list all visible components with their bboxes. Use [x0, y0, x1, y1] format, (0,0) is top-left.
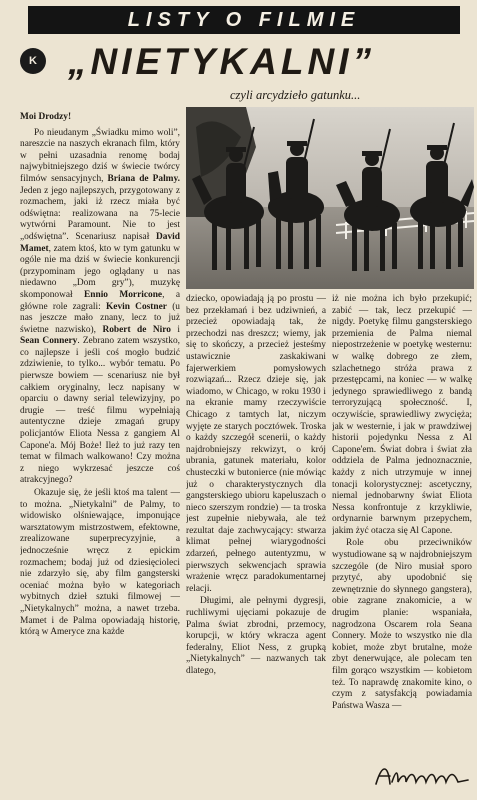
paragraph: Okazuje się, że jeśli ktoś ma talent — to można. „Nietykalni” de Palmy, to widowisko olśniewające, imponujące warsztatowym mistrzostwem, efektowne, zrealizowane superprecyzyjnie, a jednocześnie wręcz z epickim rozmachem; bodaj już od dziesięcioleci nie zdarzyło się, aby film gangsterski oceniać można było w kategoriach wybitnych dzieł sztuki filmowej — „Nietykalnych” można, a nawet trzeba. Mamet i de Palma opowiadają historię, którą w Ameryce zna każde — [20, 488, 180, 638]
article-column-1 — [20, 112, 180, 796]
paragraph: Role obu przeciwników wystudiowane są w najdrobniejszym szczególe (de Niro musiał sporo przytyć, aby upodobnić się zewnętrznie do słynnego gangstera), obie zagrane znakomicie, a w drugim planie: wspaniała, nagrodzona Oscarem rola Seana Connery. Może to wszystko nie dla kobiet, może zbyt brutalne, może zbyt denerwujące, ale polecam ten film gorąco wszystkim — kobietom też. To naprawdę znakomite kino, o czym z satysfakcją powiadamia Państwa Wasza — — [332, 538, 472, 711]
magazine-logo-icon — [20, 48, 46, 74]
handwritten-signature-icon — [372, 760, 472, 794]
paragraph: Długimi, ale pełnymi dygresji, ruchliwymi ujęciami pokazuje de Palma świat zbrodni, przemocy, korupcji, w który wkracza agent federalny, Eliot Ness, z grupką „Nietykalnych” — nazwanych tak dlatego, — [186, 596, 326, 676]
horsemen-photo-graphic — [186, 107, 474, 289]
greeting: Moi Drodzy! — [20, 112, 72, 122]
article-column-3 — [332, 294, 472, 756]
paragraph: Po nieudanym „Świadku mimo woli”, nareszcie na naszych ekranach film, który w pełni uzasadnia renomę bodaj najwybitniejszego dziś w świecie twórcy filmów sensacyjnych, Briana de Palmy. Jeden z jego najlepszych, przygotowany z rozmachem, jaki iż rzecz miała być odświętna: realizowana na 75-lecie wytwórni Paramount. Nie to jest „odświętna”. Scenariusz napisał David Mamet, zatem ktoś, kto w tym gatunku w ogóle nie ma dziś w świecie konkurencji (przypominam jego oglądany u nas niedawno „Dom gry”), muzykę skomponował Ennio Morricone, a główne role zagrali: Kevin Costner (u nas jeszcze mało znany, lecz to już świetne nazwisko), Robert de Niro i Sean Connery. Zebrano zatem wszystko, co najlepsze i jeśli coś mogło budzić zdziwienie, to tylko... wybór tematu. Po pierwsze bowiem — scenariusz nie był całkiem oryginalny, lecz napisany w oparciu o dawny serial telewizyjny, po drugie — treść filmu wypełniają autentyczne dzieje zmagań grupy policjantów Eliota Nessa z gangiem Al Capone'a. Mój Boże! Ileż to już razy ten temat w filmach walkowano! Czy można z niego wykrzesać jeszcze coś atrakcyjnego? — [20, 127, 180, 486]
paragraph: iż nie można ich było przekupić; zabić — tak, lecz przekupić — nigdy. Poetykę filmu gangsterskiego przemienia de Palma niemal niepostrzeżenie w poetykę westernu: w walkę dobrego ze złem, szlachetnego stróża prawa z przestępcami, na koniec — w walkę jedynego sprawiedliwego z bandą terroryzującą społeczność. I, oczywiście, sprawiedliwy zwycięża; jak w westernie, i jak w prawdziwej historii pojedynku Nessa z Al Capone'em. Świat dobra i świat zła oddziela de Palma jednoznacznie, każdy z nich utrzymuje w innej tonacji kolorystycznej: ascetyczny, niemal jednobarwny świat Eliota Nessa konfrontuje z krzykliwie, ordynarnie barwnym przepychem, jakim żyć otacza się Al Capone. — [332, 294, 472, 536]
section-banner: LISTY O FILMIE — [28, 6, 460, 34]
article-column-2 — [186, 294, 326, 796]
author-signature — [372, 760, 472, 794]
film-still-photo — [186, 107, 474, 289]
article-subtitle: czyli arcydzieło gatunku... — [230, 88, 361, 102]
logo-text: K — [29, 55, 37, 67]
paragraph: dziecko, opowiadają ją po prostu — bez przekłamań i bez udziwnień, a przecież opowiadają tak, że przechodzi nas dreszcz; wiemy, jak się to skończy, a przecież jesteśmy ustawicznie zaskakiwani fajerwerkiem pomysłowych rozwiązań... Rzecz dzieje się, jak wiadomo, w Chicago, w roku 1930 i na ekranie mamy rzeczywiście Chicago z tamtych lat, niczym wyjęte ze starych pocztówek. Troska o każdy szczegół scenerii, o każdy najdrobniejszy rekwizyt, o krój ubrania, gatunek materiału, kolor chusteczki w butonierce (nie mówiąc już o charakterystycznych dla gangsterskiego ubioru kapeluszach o nieco szerszym rondzie) — ta troska jest zupełnie niebywała, ale też rezultat daje zachwycający: stwarza klimat pełnej wiarygodności zdarzeń, pełnego autentyzmu, w pierwszych sekwencjach sprawia wrażenie wręcz paradokumentarnej relacji. — [186, 294, 326, 594]
article-title: „NIETYKALNI” — [68, 41, 375, 82]
